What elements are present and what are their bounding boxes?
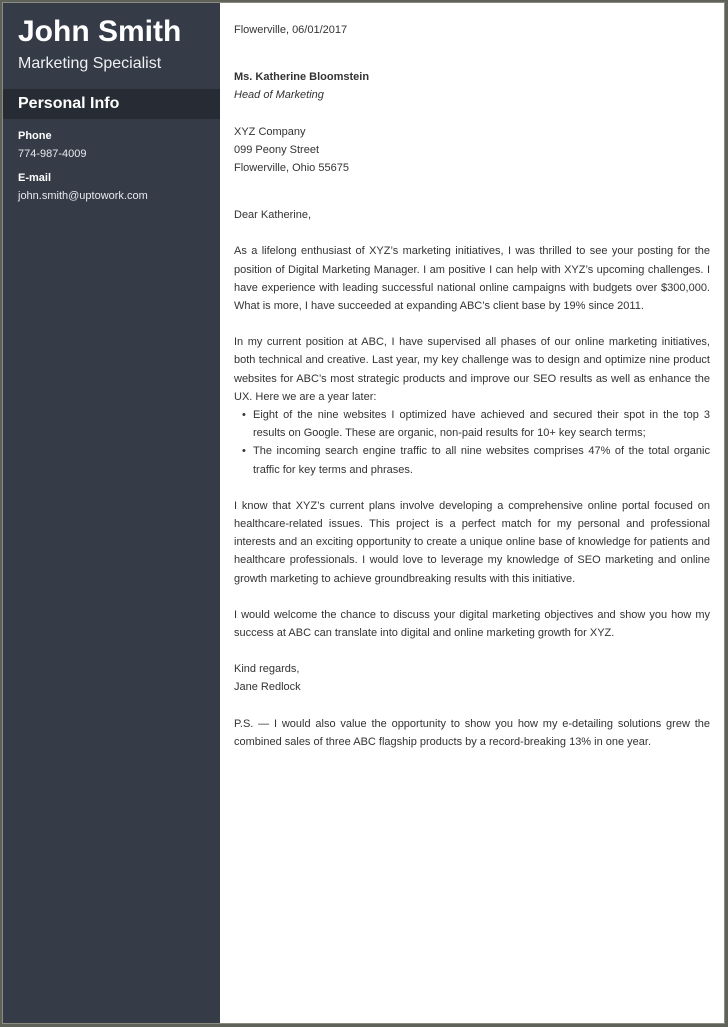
recipient-role: Head of Marketing (234, 89, 324, 102)
section-title: Personal Info (18, 95, 120, 112)
postscript: P.S. — I would also value the opportunity to show you how my e-detailing solutions grew the combined sales of three ABC flagship products by a record-breaking 13% in one year. (234, 717, 710, 748)
recipient-name: Ms. Katherine Bloomstein (234, 71, 370, 84)
address-line: XYZ Company (234, 125, 306, 138)
recipient-address (234, 123, 710, 178)
personal-info-header (3, 89, 220, 119)
address-line: 099 Peony Street (234, 143, 320, 156)
paragraph-plans: I know that XYZ’s current plans involve developing a comprehensive online portal focused on healthcare-related issues. This project is a perfect match for my personal and professional interests and an exciting opportunity to create a unique online base of knowledge for patients and healthcare professionals. I would love to leverage my knowledge of SEO marketing and online growth marketing to achieve groundbreaking results with this initiative. (234, 499, 710, 585)
signature-name: Jane Redlock (234, 681, 301, 694)
paragraph-closing-request: I would welcome the chance to discuss your digital marketing objectives and show you how my success at ABC can translate into digital and online marketing growth for XYZ. (234, 608, 710, 640)
bullet-icon: • (242, 445, 246, 458)
list-item (242, 442, 710, 478)
cover-letter-page (2, 2, 725, 1024)
paragraph-experience: In my current position at ABC, I have supervised all phases of our online marketing initiatives, both technical and creative. Last year, my key challenge was to design and optimize nine product websites for ABC’s most strategic products and improve our SEO results as well as enhance the UX. Here we are a year later: (234, 336, 710, 403)
letter-body (234, 21, 710, 751)
list-item-text: Eight of the nine websites I optimized have achieved and secured their spot in the top 3 results on Google. These are organic, non-paid results for 10+ key search terms; (253, 409, 710, 440)
letter-date: Flowerville, 06/01/2017 (234, 24, 348, 36)
sidebar (3, 3, 220, 1023)
phone-value: 774-987-4009 (18, 148, 87, 160)
sign-off (234, 660, 710, 696)
list-item (242, 406, 710, 442)
phone-label: Phone (18, 130, 52, 142)
paragraph-intro: As a lifelong enthusiast of XYZ’s marketing initiatives, I was thrilled to see your posting for the position of Digital Marketing Manager. I am positive I can help with XYZ’s upcoming challenges. I have experience with leading successful national online campaigns with budgets over $300,000. What is more, I have succeeded at expanding ABC’s client base by 19% since 2011. (234, 245, 710, 313)
email-value: john.smith@uptowork.com (18, 190, 148, 202)
list-item-text: The incoming search engine traffic to all nine websites comprises 47% of the total organic traffic for key terms and phrases. (253, 445, 710, 476)
closing-phrase: Kind regards, (234, 663, 300, 676)
bullet-icon: • (242, 409, 246, 422)
applicant-title: Marketing Specialist (18, 55, 162, 72)
email-label: E-mail (18, 172, 52, 184)
applicant-name: John Smith (18, 15, 182, 48)
address-line: Flowerville, Ohio 55675 (234, 162, 349, 175)
achievement-list (234, 406, 710, 479)
salutation: Dear Katherine, (234, 209, 312, 222)
